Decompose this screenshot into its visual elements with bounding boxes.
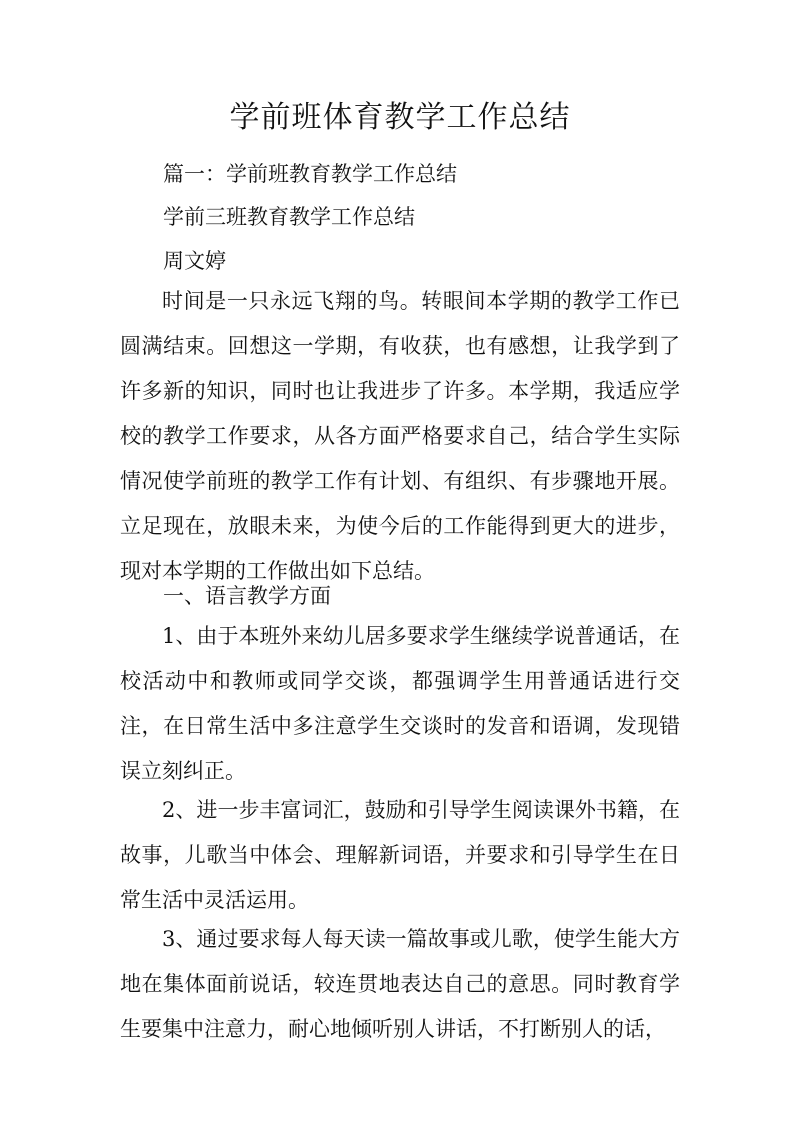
- section-heading-language: 一、语言教学方面: [163, 584, 331, 608]
- paragraph-item-2: 2、进一步丰富词汇，鼓励和引导学生阅读课外书籍，在故事，儿歌当中体会、理解新词语，并要求和引导学生在日常生活中灵活运用。: [120, 798, 680, 912]
- chapter-heading: 篇一：学前班教育教学工作总结: [163, 162, 457, 186]
- paragraph-item-3: 3、通过要求每人每天读一篇故事或儿歌，使学生能大方地在集体面前说话，较连贯地表达自己的意思。同时教育学生要集中注意力，耐心地倾听别人讲话，不打断别人的话，: [120, 927, 680, 1041]
- class-title: 学前三班教育教学工作总结: [163, 205, 415, 229]
- document-title: 学前班体育教学工作总结: [229, 100, 571, 135]
- paragraph-item-1: 1、由于本班外来幼儿居多要求学生继续学说普通话，在校活动中和教师或同学交谈，都强调学生用普通话进行交注，在日常生活中多注意学生交谈时的发音和语调，发现错误立刻纠正。: [120, 624, 680, 783]
- intro-paragraph: 时间是一只永远飞翔的鸟。转眼间本学期的教学工作已圆满结束。回想这一学期，有收获，也有感想，让我学到了许多新的知识，同时也让我进步了许多。本学期，我适应学校的教学工作要求，从各方面严格要求自己，结合学生实际情况使学前班的教学工作有计划、有组织、有步骤地开展。立足现在，放眼未来，为使今后的工作能得到更大的进步，现对本学期的工作做出如下总结。: [120, 289, 680, 583]
- author-name: 周文婷: [163, 249, 226, 273]
